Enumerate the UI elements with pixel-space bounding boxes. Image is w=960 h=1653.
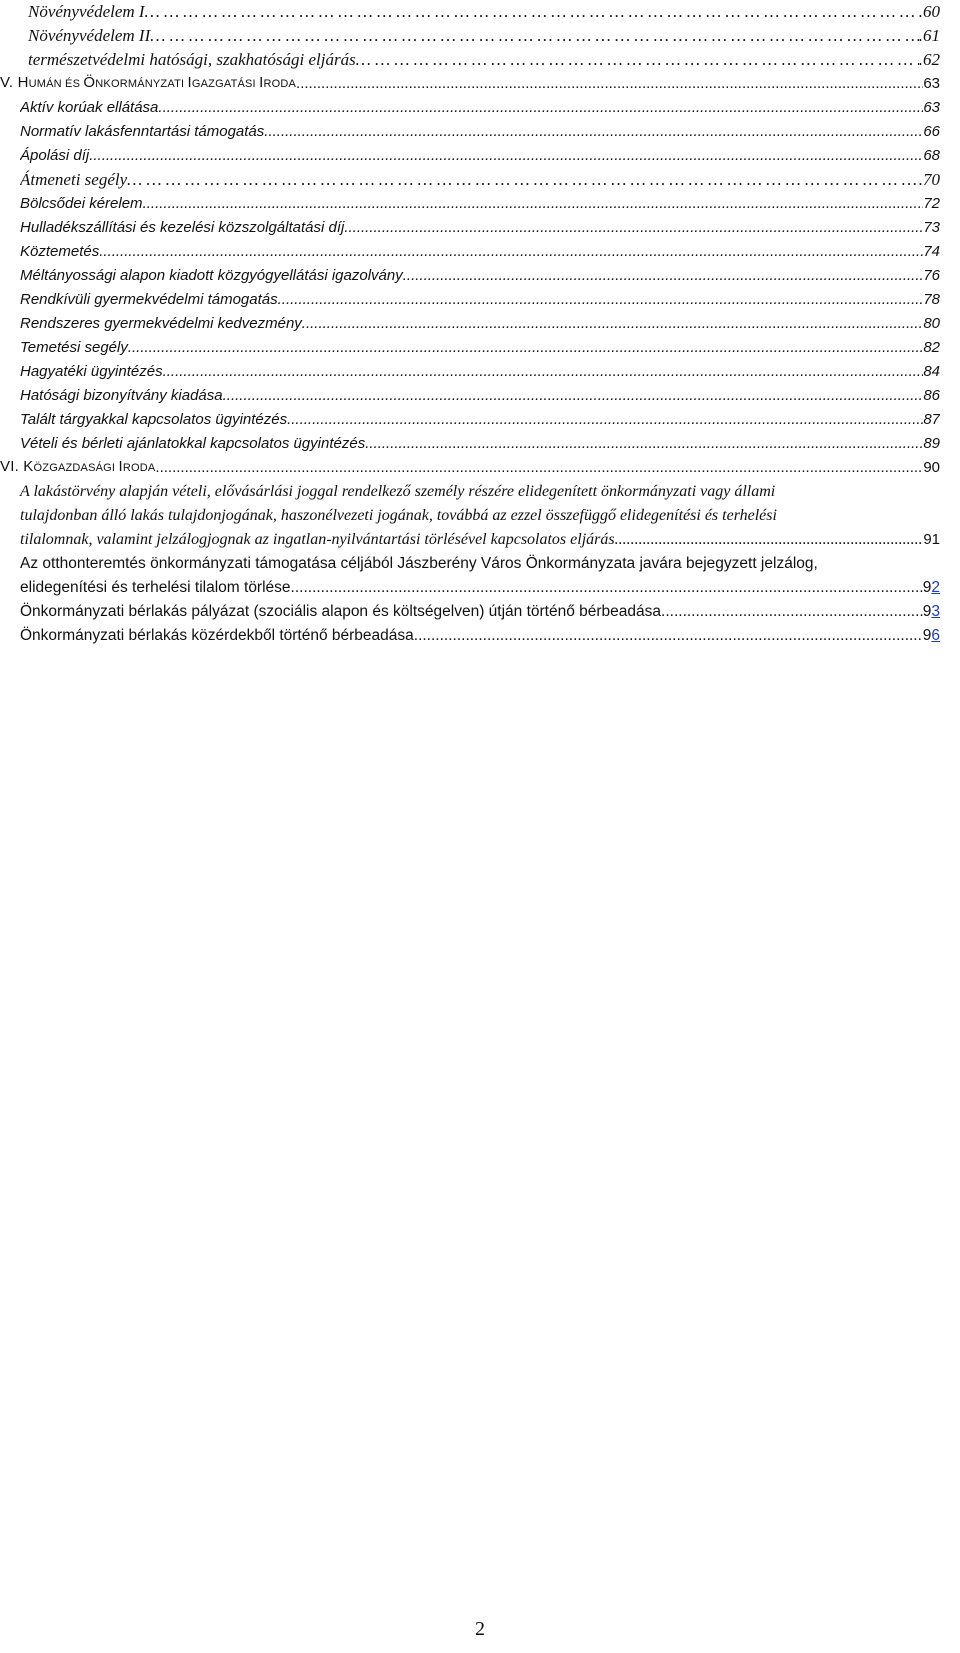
toc-leader bbox=[89, 144, 923, 168]
toc-leader bbox=[127, 168, 919, 192]
toc-entry-title: Aktív korúak ellátása bbox=[20, 99, 159, 116]
page-link[interactable]: 3 bbox=[931, 603, 940, 620]
toc-entry[interactable] bbox=[20, 240, 940, 264]
toc-leader bbox=[158, 96, 923, 120]
toc-entry-title: Önkormányzati bérlakás közérdekből történő bérbeadása bbox=[20, 627, 414, 644]
toc-entry-title: Méltányossági alapon kiadott közgyógyellátási igazolvány bbox=[20, 267, 403, 284]
toc-entry-page: 68 bbox=[923, 147, 940, 164]
toc-entry-page: 66 bbox=[923, 123, 940, 140]
toc-entry-page[interactable]: 93 bbox=[922, 603, 940, 620]
toc-leader bbox=[661, 600, 923, 624]
page-number: 2 bbox=[475, 1618, 485, 1640]
toc-leader bbox=[145, 0, 919, 24]
toc-entry-title: Köztemetés bbox=[20, 243, 100, 260]
toc-entry-title: Bölcsődei kérelem bbox=[20, 195, 143, 212]
toc-leader bbox=[143, 192, 924, 216]
toc-multiline-entry[interactable] bbox=[20, 480, 940, 528]
toc-multiline-entry[interactable] bbox=[20, 552, 940, 576]
toc-leader bbox=[403, 264, 924, 288]
toc-entry-page: 86 bbox=[923, 387, 940, 404]
toc-entry-title: Hagyatéki ügyintézés bbox=[20, 363, 163, 380]
toc-entry-page: 89 bbox=[923, 435, 940, 452]
page-link[interactable]: 2 bbox=[931, 579, 940, 596]
toc-leader bbox=[128, 336, 923, 360]
toc-entry-page: .61 bbox=[918, 26, 940, 45]
toc-entry-title: Vételi és bérleti ajánlatokkal kapcsolatos ügyintézés bbox=[20, 435, 366, 452]
toc-entry[interactable] bbox=[20, 384, 940, 408]
table-of-contents bbox=[0, 0, 940, 648]
toc-entry-title: Rendkívüli gyermekvédelmi támogatás bbox=[20, 291, 278, 308]
toc-leader bbox=[365, 432, 923, 456]
toc-leader bbox=[296, 72, 923, 96]
toc-entry-page: 76 bbox=[923, 267, 940, 284]
toc-entry[interactable] bbox=[20, 312, 940, 336]
toc-entry-title: Temetési segély bbox=[20, 339, 128, 356]
toc-entry[interactable] bbox=[20, 216, 940, 240]
toc-entry[interactable] bbox=[20, 624, 940, 648]
toc-entry[interactable] bbox=[20, 432, 940, 456]
toc-leader bbox=[615, 528, 924, 552]
toc-entry-page: 84 bbox=[923, 363, 940, 380]
toc-entry-last-line[interactable] bbox=[20, 576, 940, 600]
toc-entry-page[interactable]: 92 bbox=[922, 579, 940, 596]
toc-entry-line: tulajdonban álló lakás tulajdonjogának, haszonélvezeti jogának, továbbá az ezzel összefüggő elidegenítési és terhelési bbox=[20, 507, 777, 524]
toc-entry-title: Átmeneti segély bbox=[20, 170, 128, 189]
toc-leader bbox=[302, 312, 924, 336]
toc-entry-page: 63 bbox=[923, 75, 940, 92]
toc-entry-page: .70 bbox=[918, 170, 940, 189]
toc-entry-page: 87 bbox=[923, 411, 940, 428]
toc-section-heading[interactable] bbox=[0, 72, 940, 96]
toc-entry-page: .60 bbox=[918, 2, 940, 21]
toc-entry[interactable] bbox=[20, 0, 940, 24]
toc-leader bbox=[99, 240, 923, 264]
toc-entry-page: 73 bbox=[923, 219, 940, 236]
toc-section-heading[interactable] bbox=[0, 456, 940, 480]
toc-entry[interactable] bbox=[20, 168, 940, 192]
toc-entry[interactable] bbox=[20, 360, 940, 384]
toc-entry-page: 78 bbox=[923, 291, 940, 308]
toc-leader bbox=[356, 48, 919, 72]
toc-entry-line: A lakástörvény alapján vételi, elővásárlási joggal rendelkező személy részére elidegenített önkormányzati vagy állami bbox=[20, 483, 776, 500]
toc-entry-title: Önkormányzati bérlakás pályázat (szociális alapon és költségelven) útján történő bérbeadása bbox=[20, 603, 662, 620]
toc-entry-title: természetvédelmi hatósági, szakhatósági eljárás bbox=[28, 50, 356, 69]
toc-leader bbox=[414, 624, 923, 648]
toc-entry[interactable] bbox=[20, 144, 940, 168]
toc-entry-title: Normatív lakásfenntartási támogatás bbox=[20, 123, 265, 140]
toc-leader bbox=[163, 360, 924, 384]
toc-entry-page: 74 bbox=[923, 243, 940, 260]
page-link[interactable]: 6 bbox=[931, 627, 940, 644]
toc-entry-page: 90 bbox=[923, 459, 940, 476]
toc-entry[interactable] bbox=[20, 408, 940, 432]
toc-entry-line: elidegenítési és terhelési tilalom törlése bbox=[20, 579, 291, 596]
toc-entry-title: Hulladékszállítási és kezelési közszolgáltatási díj bbox=[20, 219, 345, 236]
toc-entry-page: .62 bbox=[918, 50, 940, 69]
toc-entry[interactable] bbox=[20, 288, 940, 312]
section-heading-title: V. HUMÁN ÉS ÖNKORMÁNYZATI IGAZGATÁSI IRODA bbox=[0, 74, 297, 91]
toc-leader bbox=[264, 120, 923, 144]
toc-entry-title: Ápolási díj bbox=[20, 147, 90, 164]
toc-entry[interactable] bbox=[20, 96, 940, 120]
toc-entry[interactable] bbox=[20, 192, 940, 216]
toc-entry[interactable] bbox=[20, 24, 940, 48]
section-heading-title: VI. KÖZGAZDASÁGI IRODA bbox=[0, 458, 156, 475]
toc-leader bbox=[344, 216, 923, 240]
toc-leader bbox=[278, 288, 924, 312]
toc-leader bbox=[150, 24, 919, 48]
toc-entry-last-line[interactable] bbox=[20, 528, 940, 552]
toc-entry[interactable] bbox=[20, 600, 940, 624]
toc-entry-line: Az otthonteremtés önkormányzati támogatása céljából Jászberény Város Önkormányzata javára bejegyzett jelzálog, bbox=[20, 555, 818, 572]
toc-entry-line: tilalomnak, valamint jelzálogjognak az ingatlan-nyilvántartási törlésével kapcsolatos eljárás bbox=[20, 531, 615, 548]
toc-entry-page: 63 bbox=[923, 99, 940, 116]
toc-entry-page: 80 bbox=[923, 315, 940, 332]
toc-leader bbox=[287, 408, 923, 432]
toc-entry-title: Rendszeres gyermekvédelmi kedvezmény bbox=[20, 315, 302, 332]
toc-entry-page[interactable]: 96 bbox=[922, 627, 940, 644]
toc-entry[interactable] bbox=[20, 120, 940, 144]
toc-entry[interactable] bbox=[20, 264, 940, 288]
toc-entry-page: 91 bbox=[923, 531, 940, 548]
toc-entry-title: Hatósági bizonyítvány kiadása bbox=[20, 387, 223, 404]
toc-entry-page: 72 bbox=[923, 195, 940, 212]
toc-leader bbox=[155, 456, 923, 480]
toc-entry[interactable] bbox=[20, 48, 940, 72]
toc-entry[interactable] bbox=[20, 336, 940, 360]
toc-entry-page: 82 bbox=[923, 339, 940, 356]
toc-entry-title: Növényvédelem II bbox=[28, 26, 151, 45]
toc-entry-title: Talált tárgyakkal kapcsolatos ügyintézés bbox=[20, 411, 288, 428]
toc-leader bbox=[223, 384, 924, 408]
toc-entry-title: Növényvédelem I bbox=[28, 2, 145, 21]
toc-leader bbox=[291, 576, 923, 600]
